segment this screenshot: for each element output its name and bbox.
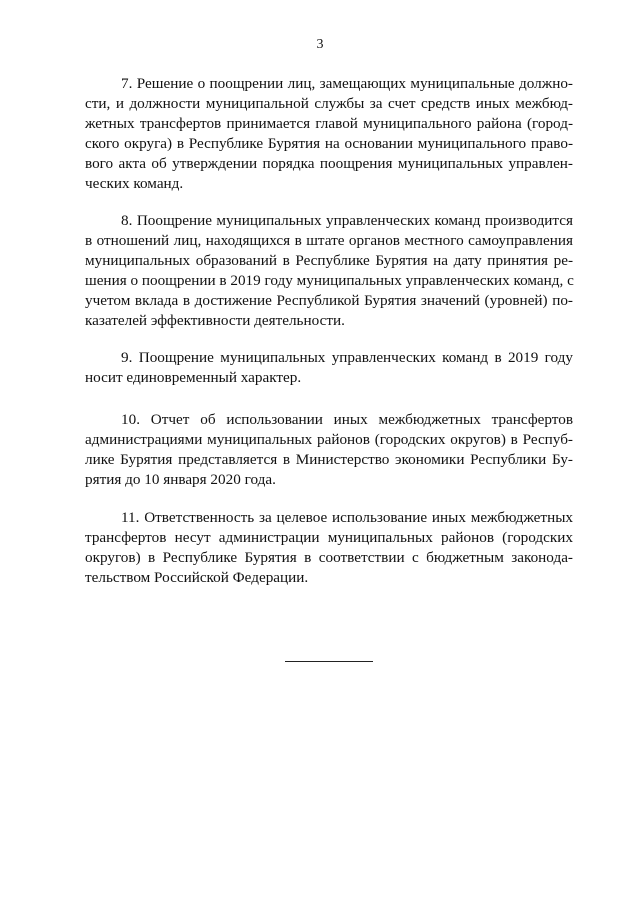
text-line: 7. Решение о поощрении лиц, замещающих муниципальные должно- bbox=[121, 75, 573, 92]
text-line: 10. Отчет об использовании иных межбюджетных трансфертов bbox=[121, 411, 573, 428]
text-line: муниципальных образований в Республике Бурятия на дату принятия ре- bbox=[85, 252, 573, 269]
text-line: вого акта об утверждении порядка поощрения муниципальных управлен- bbox=[85, 155, 573, 172]
text-line: лике Бурятия представляется в Министерство экономики Республики Бу- bbox=[85, 451, 573, 468]
text-line: учетом вклада в достижение Республикой Бурятия значений (уровней) по- bbox=[85, 292, 573, 309]
end-of-document-rule bbox=[285, 661, 373, 662]
text-line: тельством Российской Федерации. bbox=[85, 569, 309, 586]
paragraph-10 bbox=[85, 410, 573, 490]
text-line: 11. Ответственность за целевое использование иных межбюджетных bbox=[121, 509, 573, 526]
paragraph-9 bbox=[85, 348, 573, 388]
text-line: администрациями муниципальных районов (городских округов) в Респуб- bbox=[85, 431, 573, 448]
text-line: сти, и должности муниципальной службы за счет средств иных межбюд- bbox=[85, 95, 573, 112]
document-body bbox=[85, 74, 573, 609]
text-line: рятия до 10 января 2020 года. bbox=[85, 471, 276, 488]
text-line: ского округа) в Республике Бурятия на основании муниципального право- bbox=[85, 135, 573, 152]
text-line: казателей эффективности деятельности. bbox=[85, 312, 345, 329]
text-line: 9. Поощрение муниципальных управленческих команд в 2019 году bbox=[121, 349, 573, 366]
text-line: округов) в Республике Бурятия в соответствии с бюджетным законода- bbox=[85, 549, 573, 566]
text-line: ческих команд. bbox=[85, 175, 184, 192]
text-line: шения о поощрении в 2019 году муниципальных управленческих команд, с bbox=[85, 272, 574, 289]
text-line: в отношений лиц, находящихся в штате органов местного самоуправления bbox=[85, 232, 573, 249]
text-line: трансфертов несут администрации муниципальных районов (городских bbox=[85, 529, 573, 546]
text-line: носит единовременный характер. bbox=[85, 369, 302, 386]
paragraph-7 bbox=[85, 74, 573, 194]
paragraph-11 bbox=[85, 508, 573, 588]
page-number: 3 bbox=[316, 37, 324, 52]
text-line: жетных трансфертов принимается главой муниципального района (город- bbox=[85, 115, 573, 132]
text-line: 8. Поощрение муниципальных управленческих команд производится bbox=[121, 212, 573, 229]
paragraph-8 bbox=[85, 211, 573, 331]
